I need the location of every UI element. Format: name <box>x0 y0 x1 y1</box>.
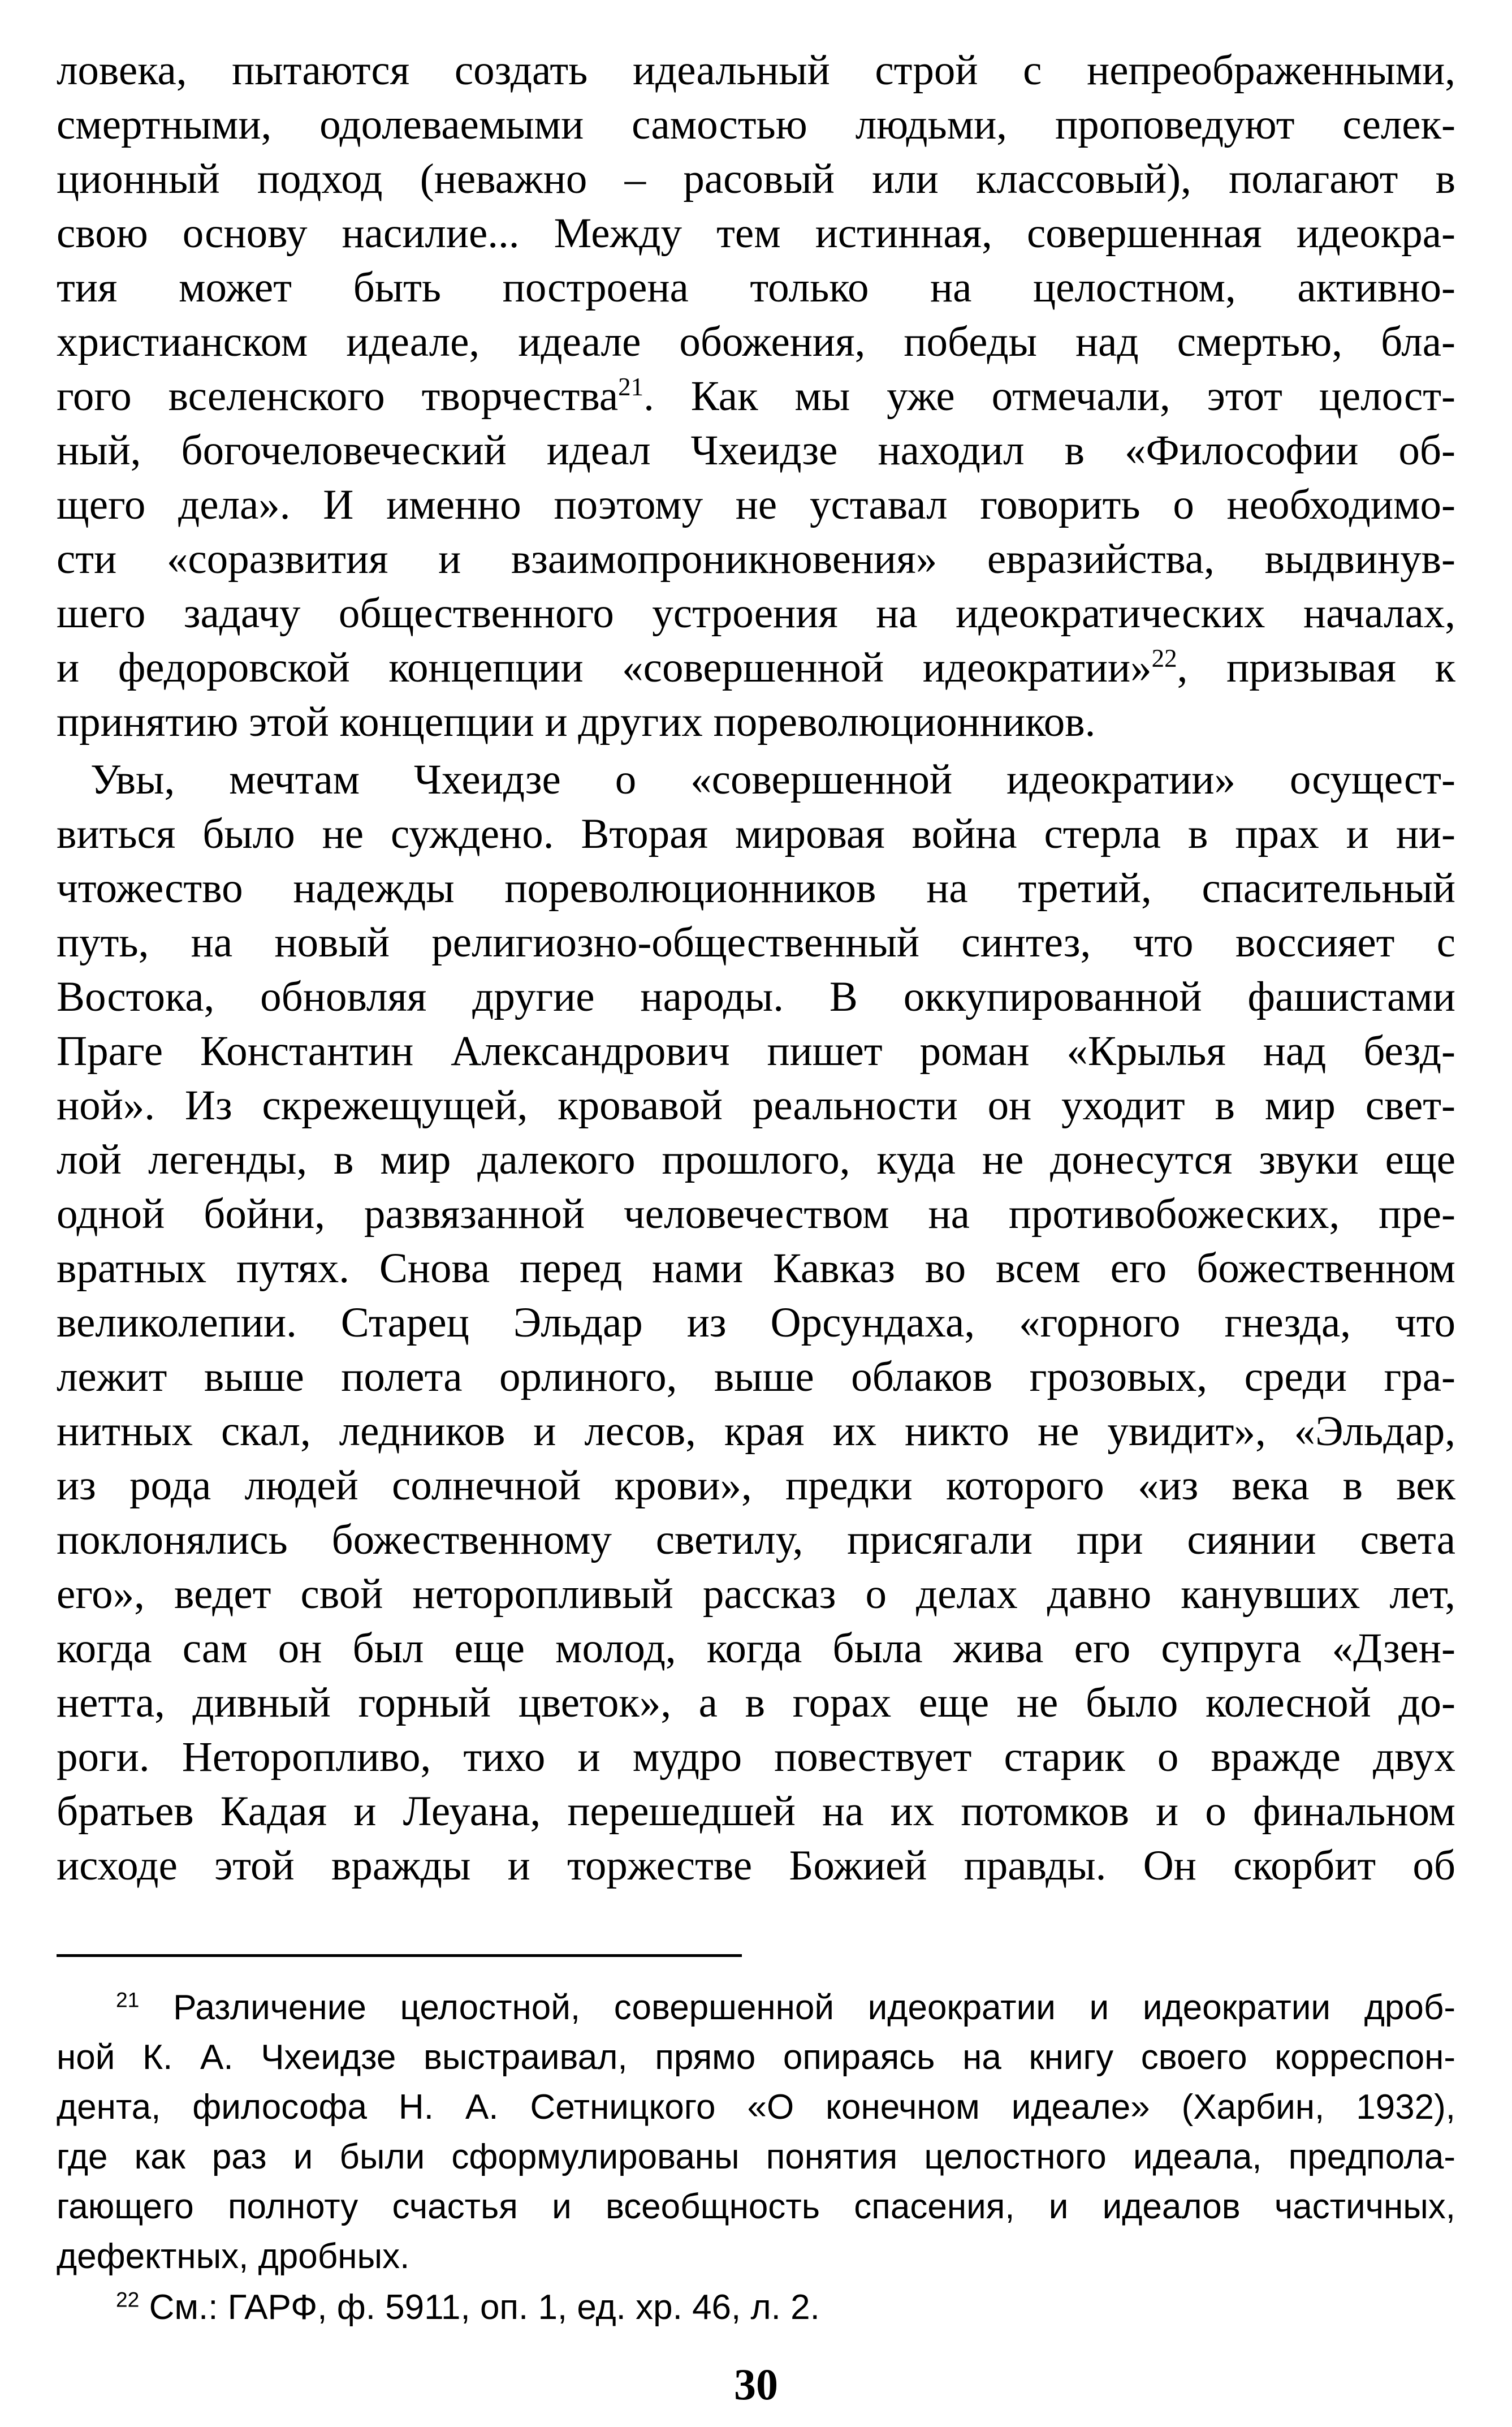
text-line <box>57 1786 1455 1837</box>
line-text: свою основу насилие... Между тем истинная, совершенная идеокра- <box>57 210 1455 257</box>
line-text: принятию этой концепции и других пореволюционников. <box>57 699 1096 745</box>
footnote-reference: 21 <box>618 373 644 401</box>
text-line <box>57 1515 1455 1566</box>
text-line <box>57 534 1455 585</box>
footnote-line <box>57 2184 1455 2230</box>
footnote-line <box>116 1985 1455 2031</box>
footnote-22 <box>116 2285 1455 2330</box>
footnote-separator <box>57 1954 742 1957</box>
text-line <box>57 1026 1455 1077</box>
text-line <box>57 809 1455 860</box>
line-text: щего дела». И именно поэтому не уставал говорить о необходимо- <box>57 481 1455 528</box>
footnote-text: где как раз и были сформулированы понятия целостного идеала, предпола- <box>57 2137 1455 2176</box>
footnote-line <box>57 2135 1455 2180</box>
footnote-line <box>57 2035 1455 2080</box>
line-text: христианском идеале, идеале обожения, победы над смертью, бла- <box>57 318 1455 365</box>
text-line <box>57 1460 1455 1511</box>
text-line <box>57 154 1455 205</box>
line-text: ционный подход (неважно – расовый или классовый), полагают в <box>57 156 1455 202</box>
line-text: братьев Кадая и Леуана, перешедшей на их потомков и о финальном <box>57 1788 1455 1835</box>
text-line <box>57 643 1455 693</box>
page-number: 30 <box>734 2360 778 2409</box>
footnote-22-text: См.: ГАРФ, ф. 5911, оп. 1, ед. хр. 46, л. 2. <box>149 2288 820 2327</box>
footnote-reference: 22 <box>1151 644 1177 673</box>
line-text-continued: . Как мы уже отмечали, этот целост- <box>643 373 1455 420</box>
line-text: Увы, мечтам Чхеидзе о «совершенной идеократии» осущест- <box>90 756 1455 803</box>
line-text: его», ведет свой неторопливый рассказ о делах давно канувших лет, <box>57 1571 1455 1618</box>
line-text: смертными, одолеваемыми самостью людьми, проповедуют селек- <box>57 101 1455 148</box>
text-line <box>57 1080 1455 1131</box>
footnote-text: ной К. А. Чхеидзе выстраивал, прямо опираясь на книгу своего корреспон- <box>57 2038 1455 2077</box>
text-line <box>57 208 1455 259</box>
text-line <box>57 1243 1455 1294</box>
line-text: одной бойни, развязанной человечеством на противобожеских, пре- <box>57 1191 1455 1238</box>
line-text: исходе этой вражды и торжестве Божией правды. Он скорбит об <box>57 1842 1455 1889</box>
line-text: и федоровской концепции «совершенной идеократии» <box>57 644 1152 691</box>
text-line <box>57 45 1455 96</box>
text-line <box>57 371 1455 422</box>
line-text: ловека, пытаются создать идеальный строй с непреображенными, <box>57 47 1455 94</box>
text-line <box>57 1732 1455 1783</box>
text-line <box>57 480 1455 531</box>
line-text: великолепии. Старец Эльдар из Орсундаха, «горного гнезда, что <box>57 1299 1455 1346</box>
text-line <box>57 100 1455 150</box>
line-text: нитных скал, ледников и лесов, края их никто не увидит», «Эльдар, <box>57 1408 1455 1455</box>
line-text: путь, на новый религиозно-общественный синтез, что воссияет с <box>57 919 1455 966</box>
line-text: из рода людей солнечной крови», предки которого «из века в век <box>57 1462 1455 1509</box>
footnote-line <box>57 2234 1455 2279</box>
text-line <box>57 1840 1455 1891</box>
text-line <box>57 1678 1455 1728</box>
text-line <box>57 425 1455 476</box>
text-line <box>57 697 1455 748</box>
text-line <box>57 917 1455 968</box>
line-text: вратных путях. Снова перед нами Кавказ во всем его божественном <box>57 1245 1455 1292</box>
text-line <box>57 1406 1455 1457</box>
line-text: гого вселенского творчества <box>57 373 619 420</box>
line-text: нетта, дивный горный цветок», а в горах еще не было колесной до- <box>57 1679 1455 1726</box>
line-text: когда сам он был еще молод, когда была жива его супруга «Дзен- <box>57 1625 1455 1672</box>
text-line <box>57 262 1455 313</box>
text-line <box>57 1297 1455 1348</box>
text-line <box>57 1623 1455 1674</box>
line-text: виться было не суждено. Вторая мировая война стерла в прах и ни- <box>57 811 1455 857</box>
line-text: шего задачу общественного устроения на идеократических началах, <box>57 590 1455 637</box>
line-text: поклонялись божественному светилу, присягали при сиянии света <box>57 1516 1455 1563</box>
text-line <box>57 1135 1455 1186</box>
text-line <box>57 588 1455 639</box>
footnote-text: дента, философа Н. А. Сетницкого «О конечном идеале» (Харбин, 1932), <box>57 2088 1455 2127</box>
line-text: лежит выше полета орлиного, выше облаков грозовых, среди гра- <box>57 1353 1455 1400</box>
line-text: роги. Неторопливо, тихо и мудро повествует старик о вражде двух <box>57 1734 1455 1781</box>
footnote-line <box>57 2085 1455 2130</box>
line-text: ной». Из скрежещущей, кровавой реальности он уходит в мир свет- <box>57 1082 1455 1129</box>
line-text-continued: , призывая к <box>1177 644 1455 691</box>
line-text: Праге Константин Александрович пишет роман «Крылья над безд- <box>57 1028 1455 1075</box>
text-line <box>57 863 1455 914</box>
line-text: лой легенды, в мир далекого прошлого, куда не донесутся звуки еще <box>57 1136 1455 1183</box>
footnote-text: гающего полноту счастья и всеобщность спасения, и идеалов частичных, <box>57 2187 1455 2226</box>
text-line <box>57 317 1455 368</box>
line-text: Востока, обновляя другие народы. В оккупированной фашистами <box>57 973 1455 1020</box>
footnote-text: Различение целостной, совершенной идеократии и идеократии дроб- <box>173 1988 1456 2027</box>
text-line <box>57 1569 1455 1620</box>
text-line <box>57 972 1455 1023</box>
footnote-text: дефектных, дробных. <box>57 2237 410 2276</box>
text-line <box>57 1189 1455 1240</box>
text-line <box>90 755 1455 805</box>
footnote-22-mark: 22 <box>116 2287 140 2312</box>
line-text: ный, богочеловеческий идеал Чхеидзе находил в «Философии об- <box>57 427 1455 474</box>
line-text: чтожество надежды пореволюционников на третий, спасительный <box>57 865 1455 912</box>
line-text: сти «соразвития и взаимопроникновения» евразийства, выдвинув- <box>57 536 1455 583</box>
line-text: тия может быть построена только на целостном, активно- <box>57 264 1455 311</box>
text-line <box>57 1352 1455 1403</box>
footnote-21-mark: 21 <box>116 1988 140 2012</box>
